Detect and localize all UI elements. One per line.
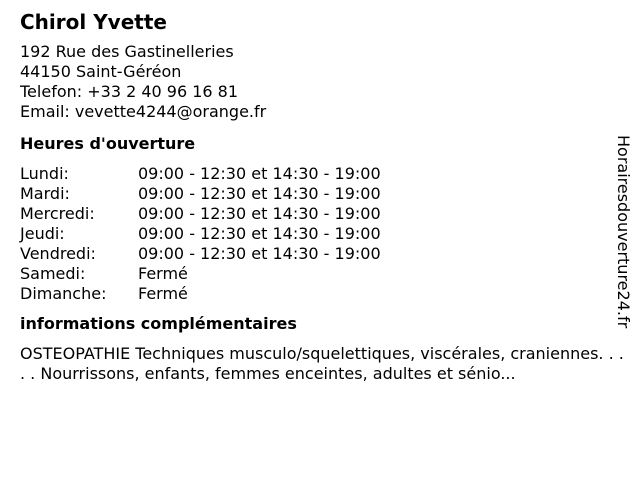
day-hours: 09:00 - 12:30 et 14:30 - 19:00 xyxy=(138,164,381,183)
day-label: Vendredi: xyxy=(20,244,96,263)
day-label: Lundi: xyxy=(20,164,69,183)
phone-text: Telefon: +33 2 40 96 16 81 xyxy=(20,82,239,101)
address-line-1: 192 Rue des Gastinelleries xyxy=(20,42,234,61)
day-hours: Fermé xyxy=(138,284,188,303)
hours-row-tuesday xyxy=(20,184,620,204)
day-hours: Fermé xyxy=(138,264,188,283)
hours-list xyxy=(20,164,620,304)
day-label: Mardi: xyxy=(20,184,70,203)
hours-row-monday xyxy=(20,164,620,184)
day-label: Dimanche: xyxy=(20,284,107,303)
contact-block xyxy=(20,42,620,122)
email-text: Email: vevette4244@orange.fr xyxy=(20,102,267,121)
day-hours: 09:00 - 12:30 et 14:30 - 19:00 xyxy=(138,204,381,223)
hours-row-friday xyxy=(20,244,620,264)
day-label: Mercredi: xyxy=(20,204,95,223)
day-hours: 09:00 - 12:30 et 14:30 - 19:00 xyxy=(138,184,381,203)
day-hours: 09:00 - 12:30 et 14:30 - 19:00 xyxy=(138,224,381,243)
day-label: Samedi: xyxy=(20,264,86,283)
day-hours: 09:00 - 12:30 et 14:30 - 19:00 xyxy=(138,244,381,263)
hours-row-wednesday xyxy=(20,204,620,224)
hours-row-sunday xyxy=(20,284,620,304)
day-label: Jeudi: xyxy=(20,224,65,243)
site-watermark: Horairesdouverture24.fr xyxy=(614,135,633,329)
hours-row-saturday xyxy=(20,264,620,284)
business-name: Chirol Yvette xyxy=(20,10,167,34)
info-heading: informations complémentaires xyxy=(20,314,297,333)
info-text: OSTEOPATHIE Techniques musculo/squelettiques, viscérales, craniennes. . . . . Nourrissons, enfants, femmes enceintes, adultes et sénio... xyxy=(20,344,624,383)
hours-row-thursday xyxy=(20,224,620,244)
address-line-2: 44150 Saint-Géréon xyxy=(20,62,182,81)
hours-heading: Heures d'ouverture xyxy=(20,134,196,153)
